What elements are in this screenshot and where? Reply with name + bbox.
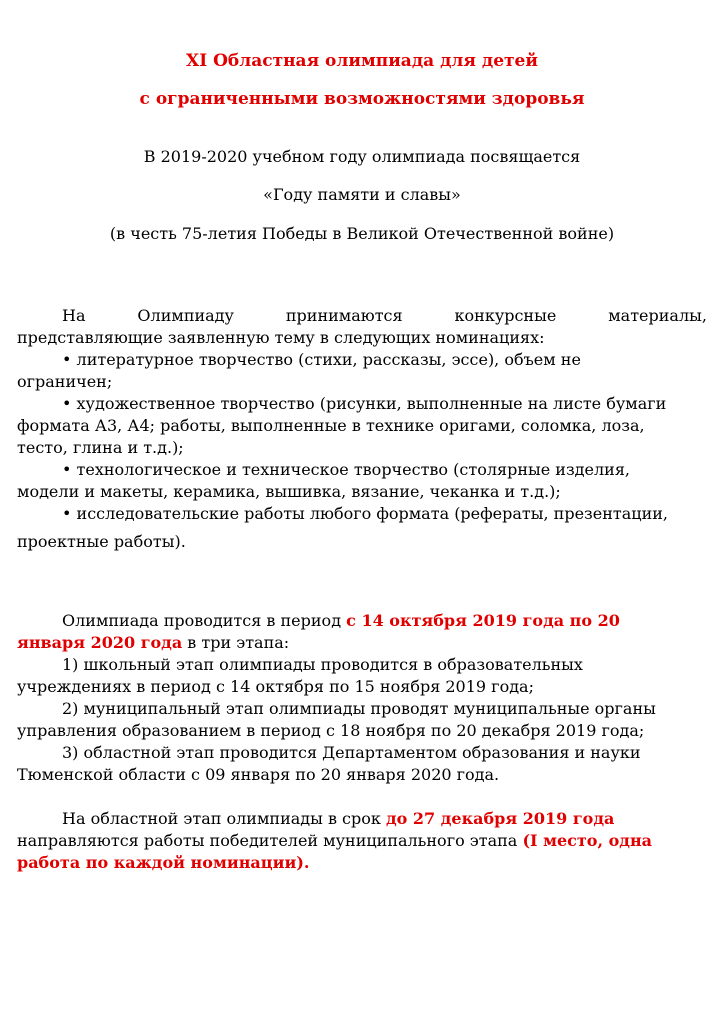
deadline-section — [17, 808, 707, 874]
schedule-period-highlight: с 14 октября 2019 года по 20 — [346, 611, 620, 630]
stage-regional-line-1: 3) областной этап проводится Департаментом образования и науки — [62, 743, 641, 762]
nomination-tech-line-2: модели и макеты, керамика, вышивка, вязание, чеканка и т.д.); — [17, 482, 561, 501]
stage-school-line-2: учреждениях в период с 14 октября по 15 ноября 2019 года; — [17, 677, 534, 696]
nominations-intro-line-2: представляющие заявленную тему в следующих номинациях: — [17, 328, 545, 347]
title-line-2: с ограниченными возможностями здоровья — [139, 89, 585, 109]
deadline-text: На областной этап олимпиады в срок — [62, 809, 381, 828]
stage-municipal-line-1: 2) муниципальный этап олимпиады проводят муниципальные органы — [62, 699, 656, 718]
nomination-tech-line-1: • технологическое и техническое творчество (столярные изделия, — [62, 460, 630, 479]
stage-regional-line-2: Тюменской области с 09 января по 20 января 2020 года. — [17, 765, 500, 784]
nomination-art-line-2: формата А3, А4; работы, выполненные в технике оригами, соломка, лоза, — [17, 416, 645, 435]
intro-word: Олимпиаду — [137, 306, 234, 325]
dedication-line-3: (в честь 75-летия Победы в Великой Отечественной войне) — [109, 224, 615, 243]
stage-municipal-line-2: управления образованием в период с 18 ноября по 20 декабря 2019 года; — [17, 721, 645, 740]
nomination-research-line-1: • исследовательские работы любого формата (рефераты, презентации, — [62, 504, 668, 523]
schedule-intro-line-2 — [17, 632, 707, 654]
deadline-note-highlight: (I место, одна — [522, 831, 653, 850]
intro-word: На — [62, 306, 86, 325]
deadline-text-cont: направляются работы победителей муниципального этапа — [17, 831, 518, 850]
deadline-line-3 — [17, 852, 707, 874]
schedule-section — [17, 610, 707, 786]
schedule-intro-line-1 — [17, 610, 707, 632]
nomination-art-line-1: • художественное творчество (рисунки, выполненные на листе бумаги — [62, 394, 667, 413]
deadline-period: . — [303, 853, 310, 872]
intro-word: принимаются — [285, 306, 403, 325]
title-line-1: XI Областная олимпиада для детей — [186, 51, 538, 71]
deadline-line-2 — [17, 830, 707, 852]
schedule-intro-text: Олимпиада проводится в период — [62, 611, 342, 630]
deadline-line-1 — [17, 808, 707, 830]
dedication-line-1: В 2019-2020 учебном году олимпиада посвящается — [143, 147, 581, 166]
nomination-art-line-3: тесто, глина и т.д.); — [17, 438, 184, 457]
intro-word: материалы, — [608, 306, 707, 325]
nomination-literary-line-1: • литературное творчество (стихи, рассказы, эссе), объем не — [62, 350, 581, 369]
dedication-line-2: «Году памяти и славы» — [263, 185, 461, 204]
schedule-intro-tail: в три этапа: — [187, 633, 290, 652]
deadline-date-highlight: до 27 декабря 2019 года — [385, 809, 615, 828]
nomination-literary-line-2: ограничен; — [17, 372, 113, 391]
stage-school-line-1: 1) школьный этап олимпиады проводится в образовательных — [62, 655, 583, 674]
schedule-period-highlight-cont: января 2020 года — [17, 633, 183, 652]
nomination-research-line-2: проектные работы). — [17, 532, 186, 551]
nominations-section — [17, 305, 707, 553]
intro-word: конкурсные — [454, 306, 557, 325]
deadline-note-highlight-cont: работа по каждой номинации) — [17, 853, 304, 872]
nominations-intro-line-1 — [17, 305, 707, 327]
